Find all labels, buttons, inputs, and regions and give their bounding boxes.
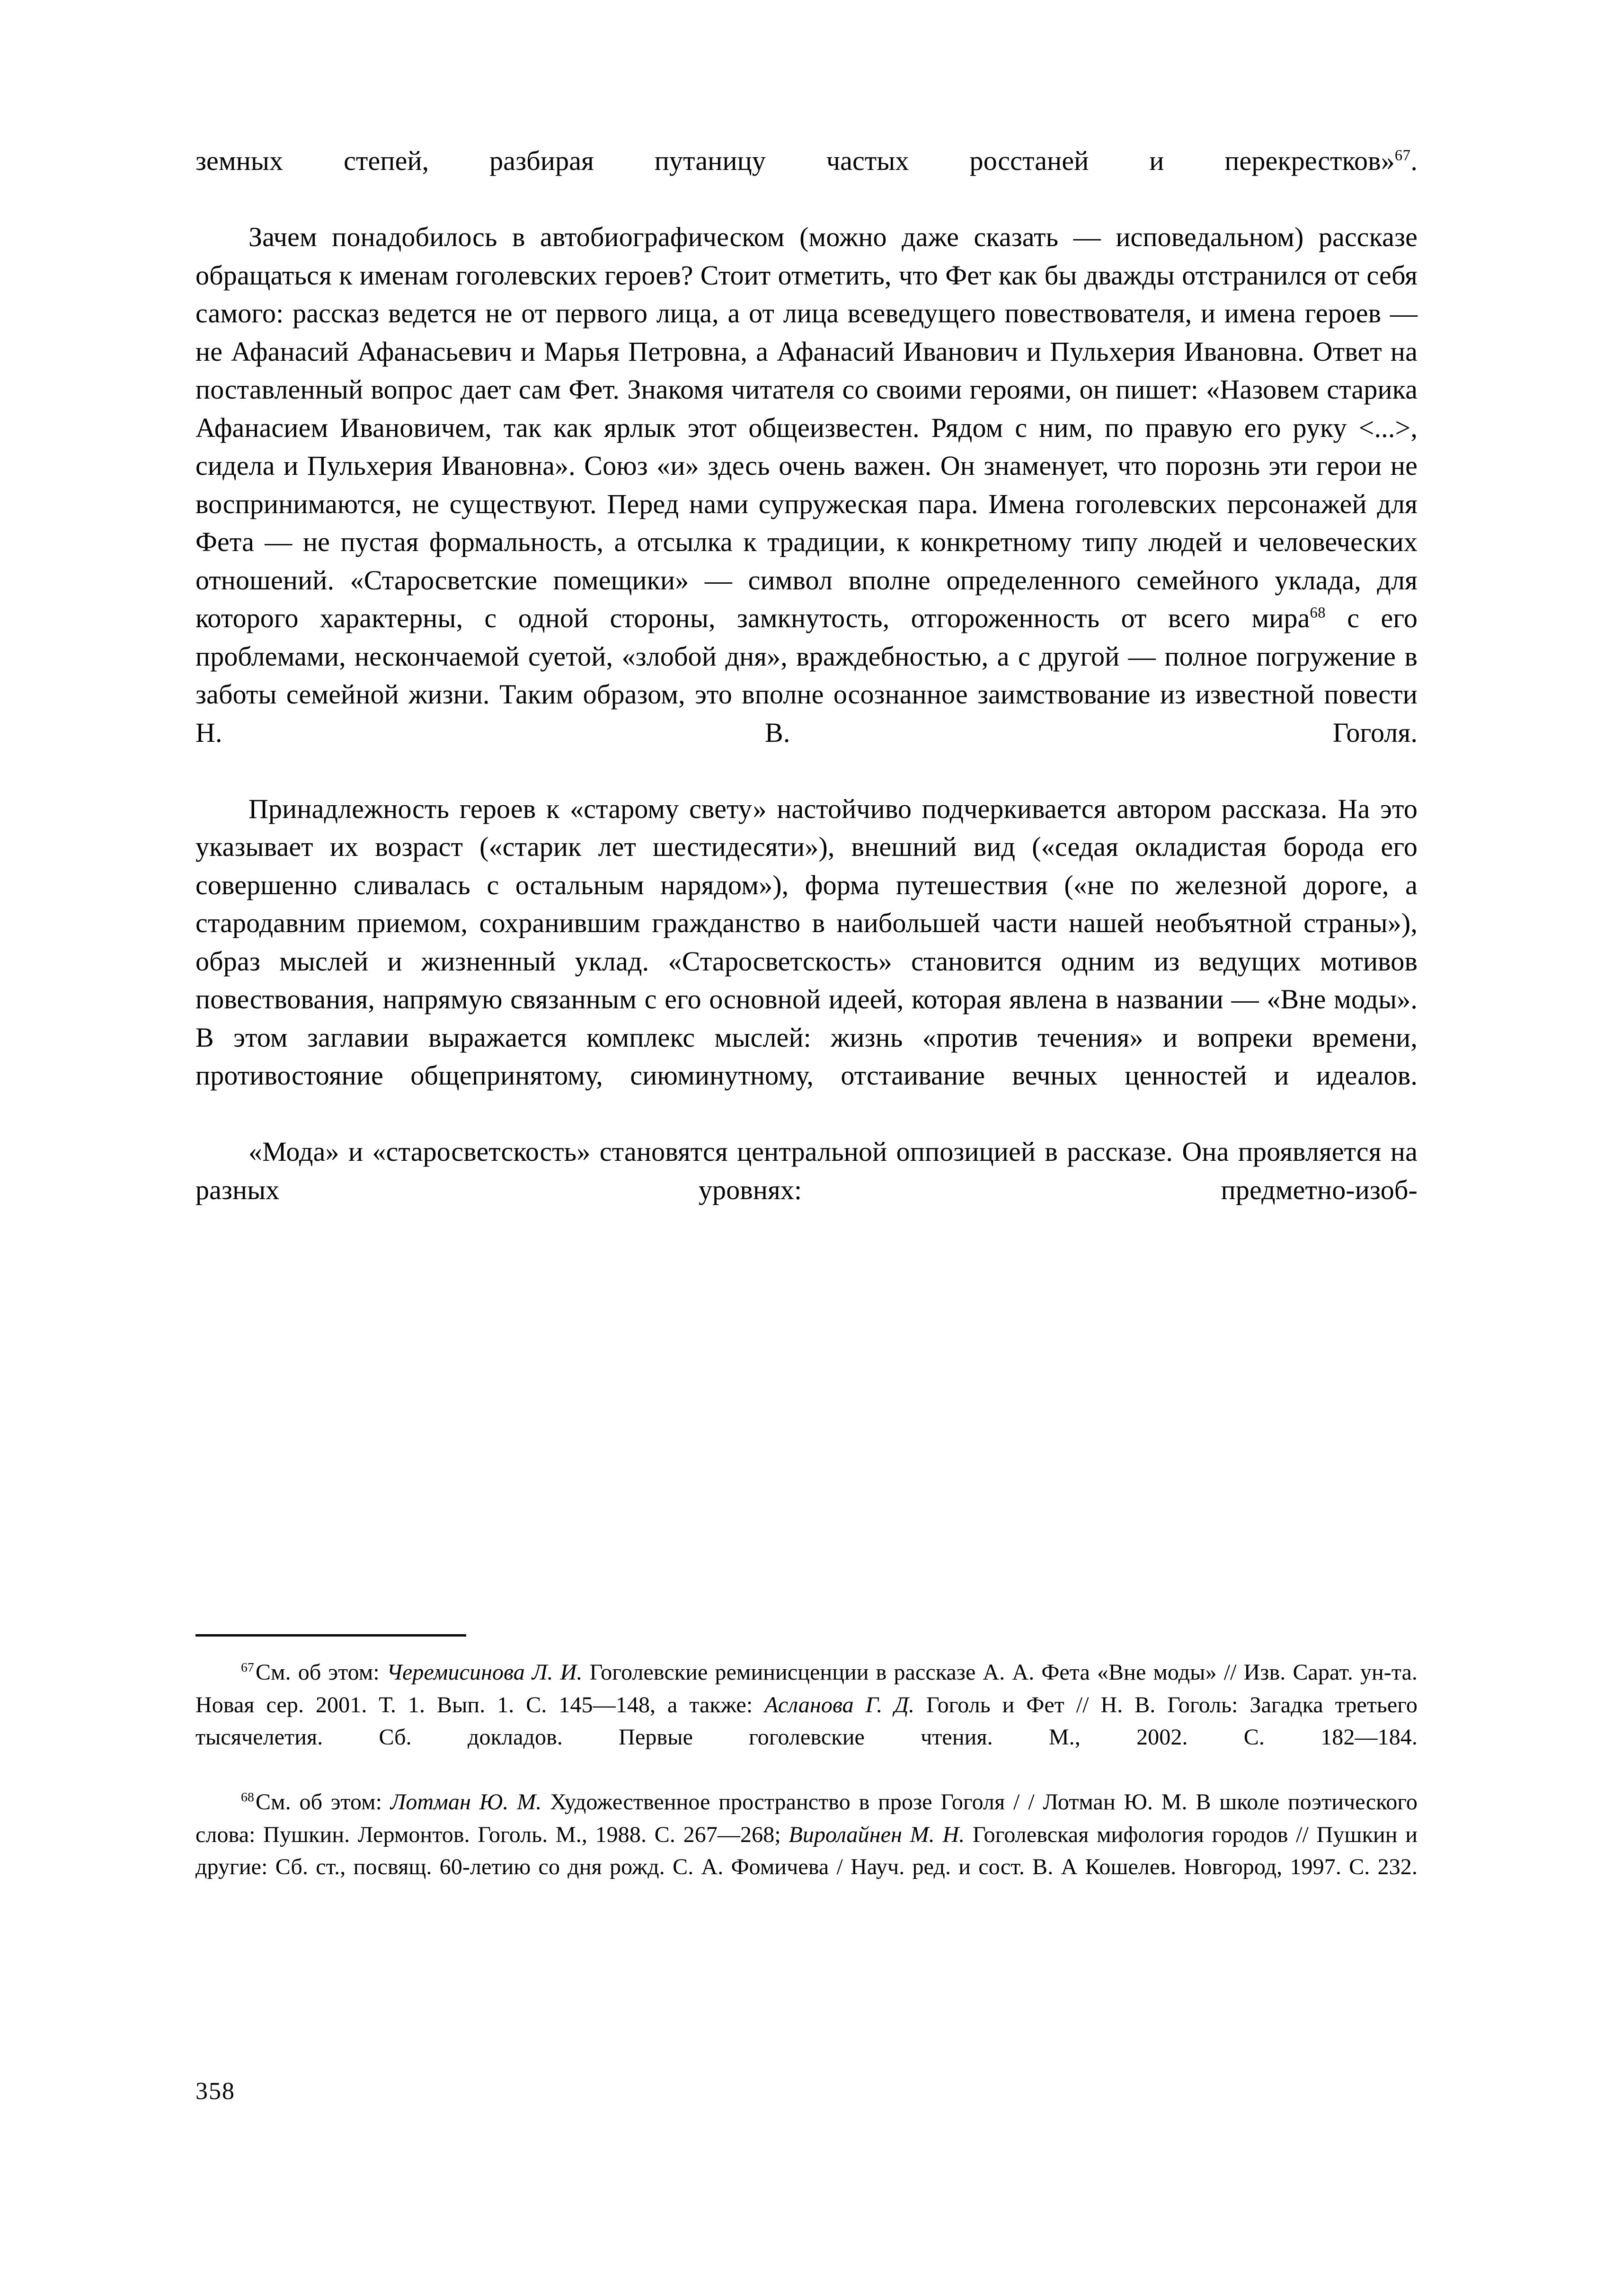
footnote-marker-68[interactable]: 68 — [241, 1790, 255, 1805]
footnote-run-roman: См. об этом: — [256, 1789, 390, 1815]
footnote-section — [195, 1634, 1418, 1916]
paragraph-text: Зачем понадобилось в автобиографическом (можно даже сказать — исповедальном) рассказе обращаться к именам гоголевских героев? Стоит отметить, что Фет как бы дважды отстранился от себя самого: рассказ ведется не от первого лица, а от лица всеведущего повествователя, и имена героев — не Афанасий Афанасьевич и Марья Петровна, а Афанасий Иванович и Пульхерия Ивановна. Ответ на поставленный вопрос дает сам Фет. Знакомя читателя со своими героями, он пишет: «Назовем старика Афанасием Ивановичем, так как ярлык этот общеизвестен. Рядом с ним, по правую его руку <...>, сидела и Пульхерия Ивановна». Союз «и» здесь очень важен. Он знаменует, что порознь эти герои не воспринимаются, не существуют. Перед нами супружеская пара. Имена гоголевских персонажей для Фета — не пустая формальность, а отсылка к традиции, к конкретному типу людей и человеческих отношений. «Старосветские помещики» — символ вполне определенного семейного уклада, для которого характерны, с одной стороны, замкнутость, отгороженность от всего мира — [195, 222, 1418, 633]
footnote-run-italic: Лотман Ю. М. — [390, 1789, 542, 1815]
paragraph-moda: «Мода» и «старосветскость» становятся центральной оппозицией в рассказе. Она проявляется на разных уровнях: предметно-изоб- — [195, 1136, 1418, 1205]
page-number: 358 — [195, 2078, 235, 2105]
paragraph-tail: . — [1410, 145, 1418, 176]
footnote-marker-67[interactable]: 67 — [241, 1660, 255, 1675]
paragraph-prinadlezhnost: Принадлежность героев к «старому свету» настойчиво подчеркивается автором рассказа. На это указывает их возраст («старик лет шестидесяти»), внешний вид («седая окладистая борода его совершенно сливалась с остальным нарядом»), форма путешествия («не по железной дороге, а стародавним приемом, сохранившим гражданство в наибольшей части нашей необъятной страны»), образ мыслей и жизненный уклад. «Старосветскость» становится одним из ведущих мотивов повествования, напрямую связанным с его основной идеей, которая явлена в названии — «Вне моды». В этом заглавии выражается комплекс мыслей: жизнь «против течения» и вопреки времени, противостояние общепринятому, сиюминутному, отстаивание вечных ценностей и идеалов. — [195, 793, 1418, 1091]
footnote-separator-rule — [195, 1634, 466, 1637]
footnote-run-roman: См. об этом: — [256, 1660, 387, 1685]
body-text-column — [195, 142, 1418, 1247]
footnote-run-italic: Виролайнен М. Н. — [789, 1822, 965, 1847]
paragraph-zachem — [195, 218, 1418, 790]
footnote-run-italic: Асланова Г. Д. — [764, 1692, 915, 1718]
footnote-run-italic: Черемисинова Л. И. — [386, 1660, 583, 1685]
footnote-reference-68[interactable]: 68 — [1310, 604, 1326, 622]
footnote-run-roman: Гоголь и Фет // Н. В. Гоголь: Загадка третьего тысячелетия. Сб. докладов. Первые гоголевские чтения. М., 2002. С. 182—184. — [195, 1692, 1418, 1750]
footnote-68 — [195, 1786, 1418, 1916]
paragraph-continuation — [195, 142, 1418, 218]
footnote-run-roman: Гоголевские реминисценции в рассказе А. А. Фета «Вне моды» // Изв. Сарат. ун-та. Новая сер. 2001. Т. 1. Вып. 1. С. 145—148, а также: — [195, 1660, 1418, 1718]
paragraph-tail: с его проблемами, нескончаемой суетой, «злобой дня», враждебностью, а с другой — полное погружение в заботы семейной жизни. Таким образом, это вполне осознанное заимствование из известной повести Н. В. Гоголя. — [195, 603, 1418, 748]
footnote-reference-67[interactable]: 67 — [1394, 147, 1411, 164]
footnote-run-roman: Гоголевская мифология городов // Пушкин и другие: Сб. ст., посвящ. 60-летию со дня рожд. С. А. Фомичева / Науч. ред. и сост. В. А Кошелев. Новгород, 1997. С. 232. — [195, 1822, 1418, 1879]
footnote-67 — [195, 1656, 1418, 1786]
paragraph-text: земных степей, разбирая путаницу частых росстаней и перекрестков» — [195, 145, 1395, 176]
footnote-run-roman: Художественное пространство в прозе Гоголя / / Лотман Ю. М. В школе поэтического слова: Пушкин. Лермонтов. Гоголь. М., 1988. С. 267—268; — [195, 1789, 1418, 1847]
